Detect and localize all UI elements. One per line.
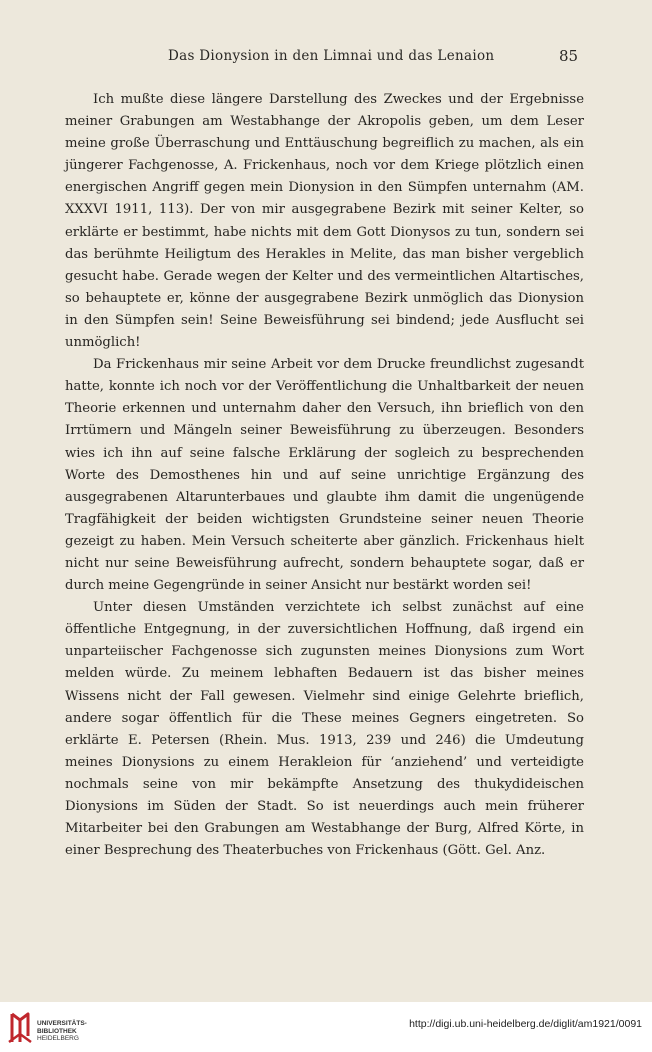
paragraph: Unter diesen Umständen verzichtete ich selbst zunächst auf eine öffentliche Entgegnung, in der zuversichtlichen Hoffnung, daß irgend ein unparteiischer Fachgenosse sich zugunsten meines Dionysions zum Wort melden würde. Zu meinem lebhaften Bedauern ist das bisher meines Wissens nicht der Fall gewesen. Vielmehr sind einige Gelehrte brieflich, andere sogar öffentlich für die These meines Gegners eingetreten. So erklärte E. Petersen (Rhein. Mus. 1913, 239 und 246) die Umdeutung meines Dionysions zu einem Herakleion für ‘anziehend’ und verteidigte nochmals seine von mir bekämpfte Ansetzung des thukydideischen Dionysions im Süden der Stadt. So ist neuerdings auch mein früherer Mitarbeiter bei den Grabungen am Westabhange der Burg, Alfred Körte, in einer Besprechung des Theaterbuches von Frickenhaus (Gött. Gel. Anz.: [65, 600, 584, 859]
page-number: 85: [559, 47, 579, 65]
library-name-line: HEIDELBERG: [37, 1035, 79, 1042]
footer-bar: [0, 1002, 652, 1052]
running-title: Das Dionysion in den Limnai und das Lenaion: [168, 48, 495, 64]
running-head: [0, 48, 652, 70]
paragraph: Da Frickenhaus mir seine Arbeit vor dem Drucke freundlichst zugesandt hatte, konnte ich noch vor der Veröffentlichung die Unhaltbarkeit der neuen Theorie erkennen und unternahm daher den Versuch, ihn brieflich von den Irrtümern und Mängeln seiner Beweisführung zu überzeugen. Besonders wies ich ihn auf seine falsche Erklärung der sogleich zu besprechenden Worte des Demosthenes hin und auf seine unrichtige Ergänzung des ausgegrabenen Altarunterbaues und glaubte ihm damit die ungenügende Tragfähigkeit der beiden wichtigsten Grundsteine seiner neuen Theorie gezeigt zu haben. Mein Versuch scheiterte aber gänzlich. Frickenhaus hielt nicht nur seine Beweisführung aufrecht, sondern behauptete sogar, daß er durch meine Gegengründe in seiner Ansicht nur bestärkt worden sei!: [65, 357, 584, 594]
source-url-link[interactable]: http://digi.ub.uni-heidelberg.de/diglit/am1921/0091: [409, 1018, 642, 1030]
library-name-line: UNIVERSITÄTS-: [37, 1020, 87, 1027]
body-text: [65, 89, 584, 862]
library-name: [37, 1020, 87, 1043]
library-logo[interactable]: [8, 1012, 128, 1046]
paragraph: Ich mußte diese längere Darstellung des Zweckes und der Ergebnisse meiner Grabungen am Westabhange der Akropolis geben, um dem Leser meine große Überraschung und Enttäuschung begreiflich zu machen, als ein jüngerer Fachgenosse, A. Frickenhaus, noch vor dem Kriege plötzlich einen energischen Angriff gegen mein Dionysion in den Sümpfen unternahm (AM. XXXVI 1911, 113). Der von mir ausgegrabene Bezirk mit seiner Kelter, so erklärte er bestimmt, habe nichts mit dem Gott Dionysos zu tun, sondern sei das berühmte Heiligtum des Herakles in Melite, das man bisher vergeblich gesucht habe. Gerade wegen der Kelter und des vermeintlichen Altartisches, so behauptete er, könne der ausgegrabene Bezirk unmöglich das Dionysion in den Sümpfen sein! Seine Beweisführung sei bindend; jede Ausflucht sei unmöglich!: [65, 92, 584, 351]
library-name-line: BIBLIOTHEK: [37, 1027, 77, 1035]
library-logo-icon: [8, 1012, 32, 1044]
